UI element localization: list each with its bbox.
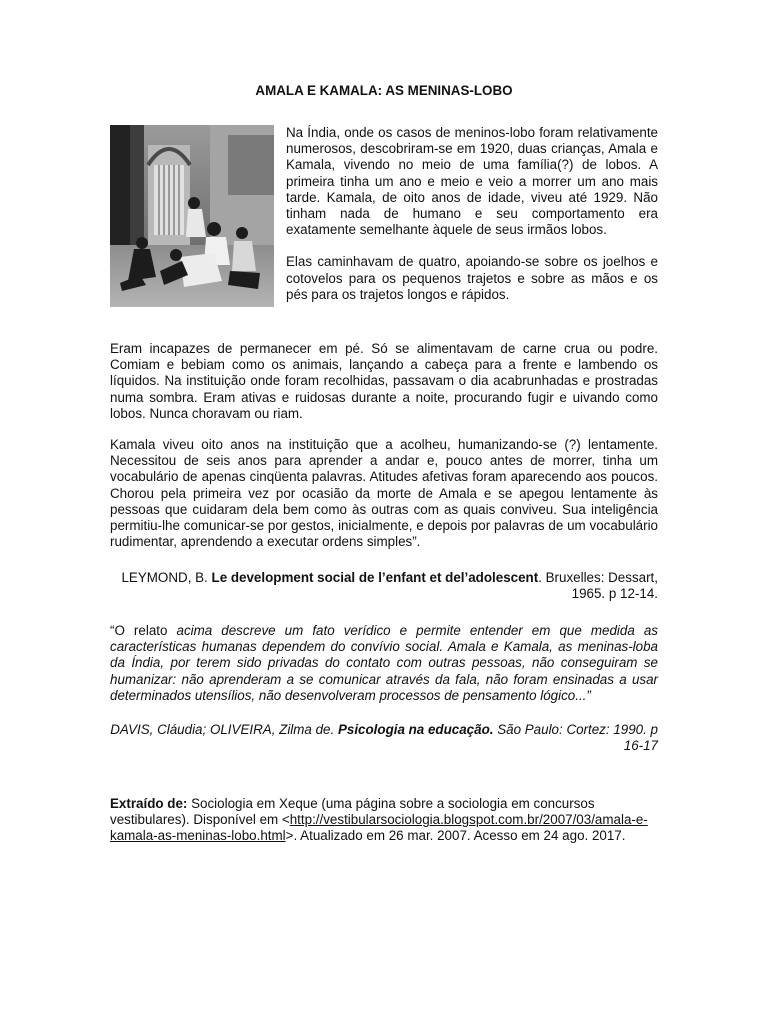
quote-text: acima descreve um fato verídico e permite entender em que medida as características humanas dependem do convívio social. Amala e Kamala, as meninas-loba da Índia, por terem sido privadas do contato com outras pessoas, não conseguiram se humanizar: não aprenderam a se comunicar através da fala, não foram ensinadas a usar determinados utensílios, não desenvolveram processos de pensamento lógico...” [110,623,658,703]
page-title: AMALA E KAMALA: AS MENINAS-LOBO [255,83,513,98]
historical-photo [110,125,274,307]
paragraph-2: Elas caminhavam de quatro, apoiando-se sobre os joelhos e cotovelos para os pequenos trajetos e sobre as mãos e os pés para os trajetos longos e rápidos. [286,254,658,302]
reference-leymond [110,570,658,602]
reference-work-title: Le development social de l’enfant et del’adolescent [211,570,539,585]
reference-work-title: Psicologia na educação. [337,722,494,737]
source-label: Extraído de: [110,796,188,811]
source-citation [110,796,658,845]
paragraph-1: Na Índia, onde os casos de meninos-lobo foram relativamente numerosos, descobriram-se em 1920, duas crianças, Amala e Kamala, vivendo no meio de uma família(?) de lobos. A primeira tinha um ano e meio e veio a morrer um ano mais tarde. Kamala, de oito anos de idade, viveu até 1929. Não tinham nada de humano e seu comportamento era exatamente semelhante àquele de seus irmãos lobos. [286,125,658,238]
paragraph-4-block [110,437,658,550]
reference-details: São Paulo: Cortez: 1990. p 16-17 [493,722,658,754]
reference-author: LEYMOND, B. [121,570,212,585]
paragraph-3-block [110,341,658,422]
photo-image [110,125,274,307]
source-tail: >. Atualizado em 26 mar. 2007. Acesso em 24 ago. 2017. [285,828,626,844]
quote-paragraph [110,623,658,704]
source-link[interactable]: http://vestibularsociologia.blogspot.com.br/2007/03/amala-e-kamala-as-meninas-lobo.html [110,812,648,844]
source-text: Sociologia em Xeque (uma página sobre a sociologia em concursos vestibulares). Disponível em < [110,796,595,828]
reference-details: . Bruxelles: Dessart, 1965. p 12-14. [538,570,658,602]
reference-author: DAVIS, Cláudia; OLIVEIRA, Zilma de. [110,722,338,737]
paragraph-3: Eram incapazes de permanecer em pé. Só se alimentavam de carne crua ou podre. Comiam e bebiam como os animais, lançando a cabeça para a frente e lambendo os líquidos. Na instituição onde foram recolhidas, passavam o dia acabrunhadas e prostradas numa sombra. Eram ativas e ruidosas durante a noite, procurando fugir e uivando como lobos. Nunca choravam ou riam. [110,341,658,421]
paragraph-4: Kamala viveu oito anos na instituição que a acolheu, humanizando-se (?) lentamente. Necessitou de seis anos para aprender a andar e, pouco antes de morrer, tinha um vocabulário de apenas cinqüenta palavras. Atitudes afetivas foram aparecendo aos poucos. Chorou pela primeira vez por ocasião da morte de Amala e se apegou lentamente às pessoas que cuidaram dela bem como às outras com as quais conviveu. Sua inteligência permitiu-lhe comunicar-se por gestos, inicialmente, e depois por palavras de um vocabulário rudimentar, aprendendo a executar ordens simples”. [110,437,658,550]
reference-davis [110,722,658,754]
quote-lead: “O relato [110,623,177,638]
intro-text [286,125,658,319]
